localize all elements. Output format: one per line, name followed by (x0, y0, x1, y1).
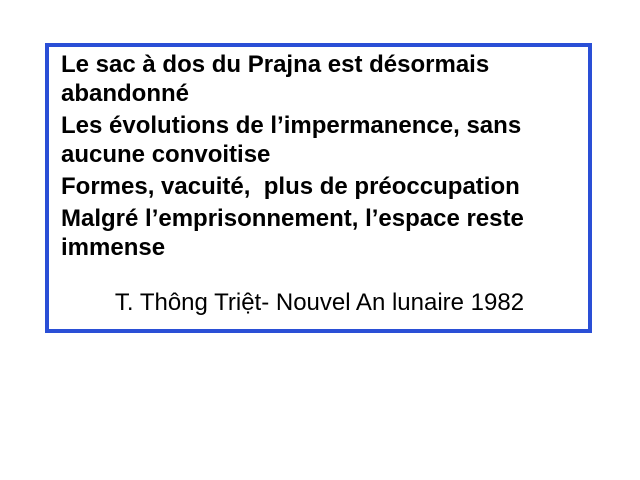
attribution-line: T. Thông Triệt- Nouvel An lunaire 1982 (114, 289, 525, 316)
poem-stanza-2 (61, 111, 578, 169)
poem-line: Malgré l’emprisonnement, l’espace reste (61, 205, 524, 232)
poem-line: immense (61, 234, 166, 261)
poem-line: Le sac à dos du Prajna est désormais (61, 51, 490, 78)
poem-line: Les évolutions de l’impermanence, sans (61, 112, 522, 139)
poem-line: Formes, vacuité, plus de préoccupation (61, 173, 520, 200)
poem-stanza-4 (61, 204, 578, 262)
poem-line: aucune convoitise (61, 141, 271, 168)
poem-stanza-3 (61, 172, 578, 201)
poem-stanza-1 (61, 50, 578, 108)
text-box (45, 43, 592, 333)
poem-line: abandonné (61, 80, 190, 107)
